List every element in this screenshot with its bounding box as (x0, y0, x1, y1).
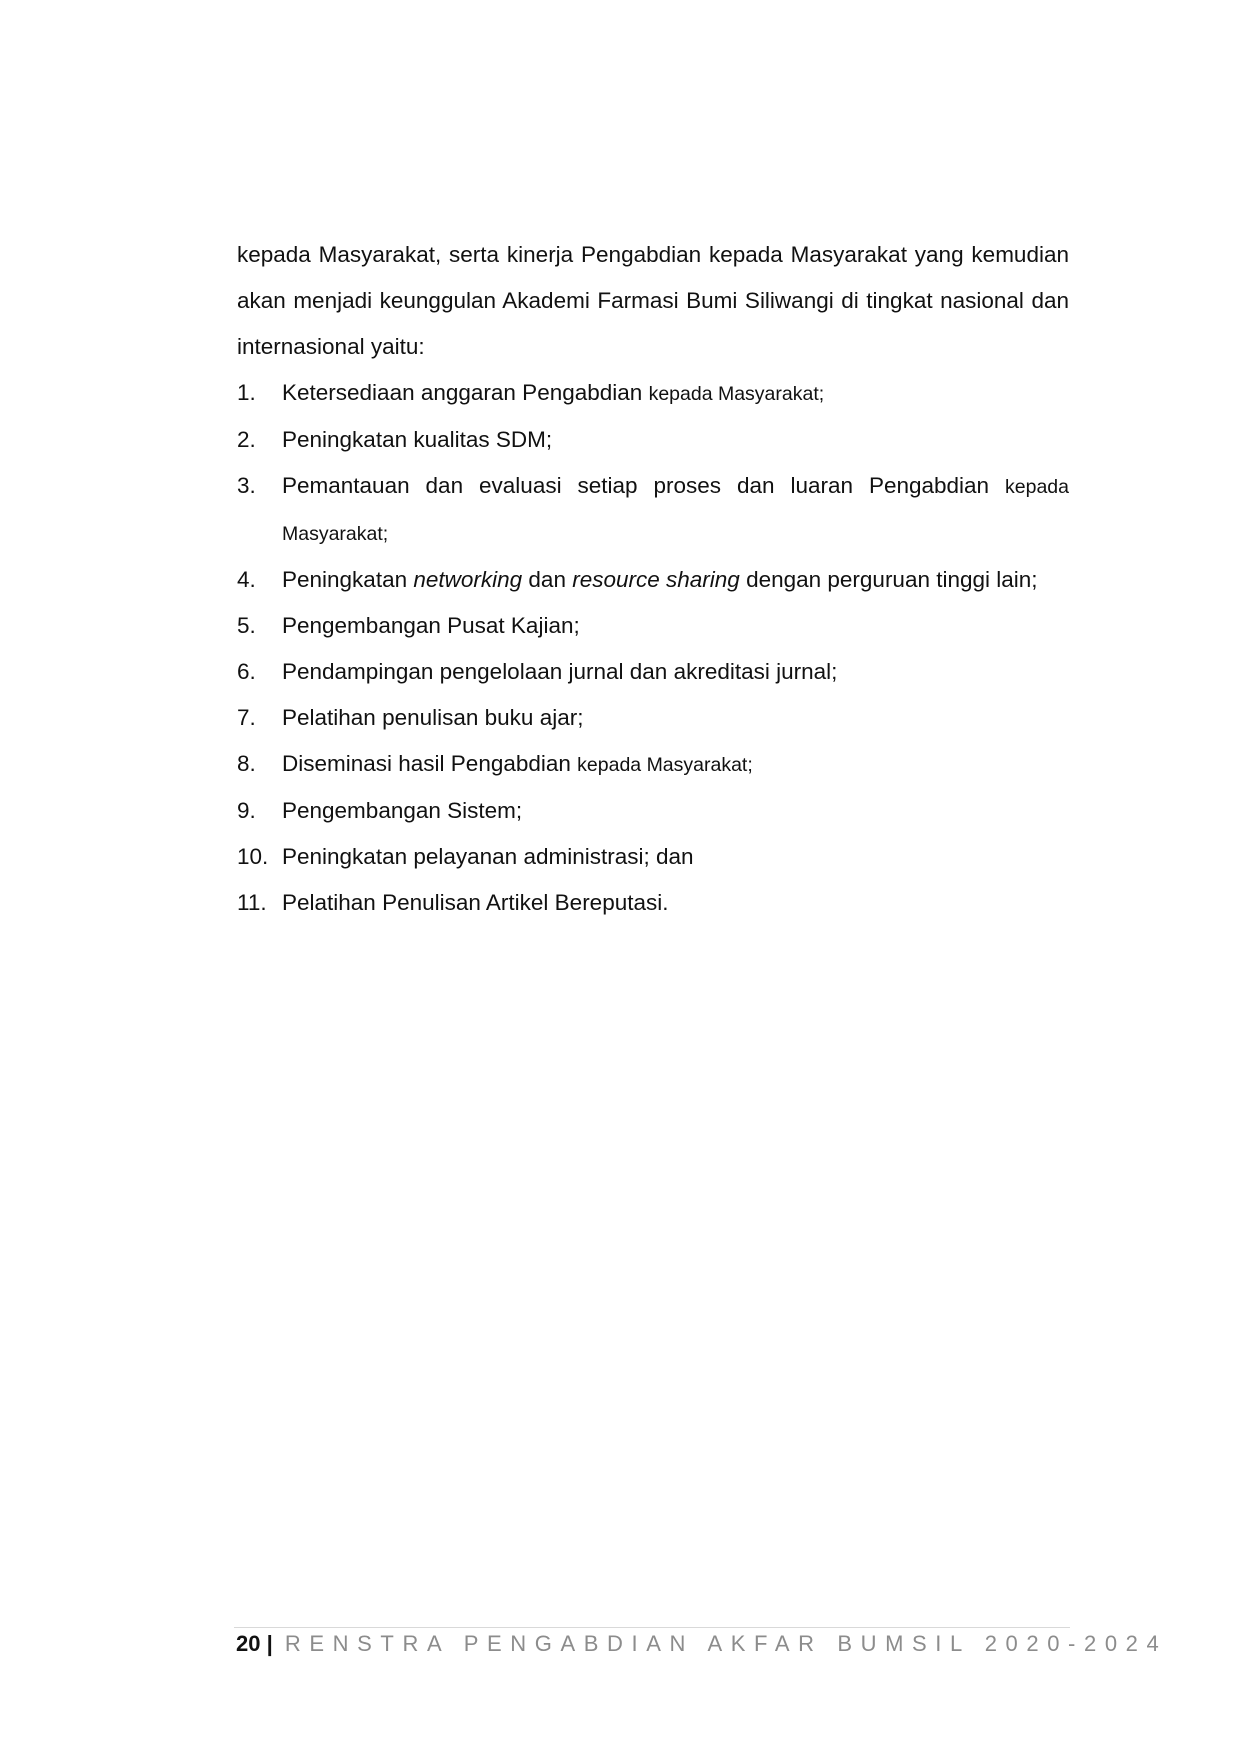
list-item (237, 557, 1069, 603)
list-item (237, 603, 1069, 649)
list-text-small: kepada Masyarakat; (282, 476, 1069, 545)
list-number: 2. (237, 427, 256, 452)
list-text-italic: networking (413, 567, 523, 592)
list-number: 3. (237, 473, 256, 498)
list-text: Pengembangan Sistem; (282, 798, 523, 823)
list-text: Peningkatan pelayanan administrasi; dan (282, 844, 694, 869)
page-number: 20 (236, 1631, 261, 1656)
list-text: Pemantauan dan evaluasi setiap proses dan luaran Pengabdian (282, 473, 1006, 498)
list-item (237, 834, 1069, 880)
list-text: Pendampingan pengelolaan jurnal dan akreditasi jurnal; (282, 659, 838, 684)
list-number: 11. (237, 890, 267, 915)
list-item (237, 417, 1069, 463)
list-number: 4. (237, 567, 256, 592)
list-text: Ketersediaan anggaran Pengabdian (282, 380, 649, 405)
list-item (237, 880, 1069, 926)
list-text: Diseminasi hasil Pengabdian (282, 751, 578, 776)
footer-separator: | (266, 1631, 273, 1656)
footer-title: RENSTRA PENGABDIAN AKFAR BUMSIL 2020-2024 (284, 1631, 1168, 1656)
list-number: 6. (237, 659, 256, 684)
list-text: Peningkatan kualitas SDM; (282, 427, 553, 452)
list-item (237, 649, 1069, 695)
list-text: Peningkatan (282, 567, 414, 592)
list-item (237, 463, 1069, 557)
list-text-small: kepada Masyarakat; (648, 383, 825, 405)
list-number: 1. (237, 380, 256, 405)
list-number: 10. (237, 844, 269, 869)
list-number: 8. (237, 751, 256, 776)
list-item (237, 788, 1069, 834)
list-text-italic: resource sharing (572, 567, 740, 592)
intro-paragraph: kepada Masyarakat, serta kinerja Pengabdian kepada Masyarakat yang kemudian akan menjadi keunggulan Akademi Farmasi Bumi Siliwangi di tingkat nasional dan internasional yaitu: (237, 242, 1069, 359)
list-item (237, 741, 1069, 788)
priority-list (237, 370, 1069, 926)
list-text: Pelatihan penulisan buku ajar; (282, 705, 584, 730)
footer-divider (234, 1627, 1070, 1628)
list-number: 9. (237, 798, 256, 823)
list-text: Pengembangan Pusat Kajian; (282, 613, 580, 638)
list-text-small: kepada Masyarakat; (577, 754, 753, 776)
page-footer (236, 1629, 1167, 1659)
list-item (237, 370, 1069, 417)
list-text: Pelatihan Penulisan Artikel Bereputasi. (282, 890, 669, 915)
list-number: 7. (237, 705, 256, 730)
list-item (237, 695, 1069, 741)
list-text: dengan perguruan tinggi lain; (739, 567, 1038, 592)
list-text: dan (522, 567, 573, 592)
list-number: 5. (237, 613, 256, 638)
document-body (237, 232, 1069, 926)
